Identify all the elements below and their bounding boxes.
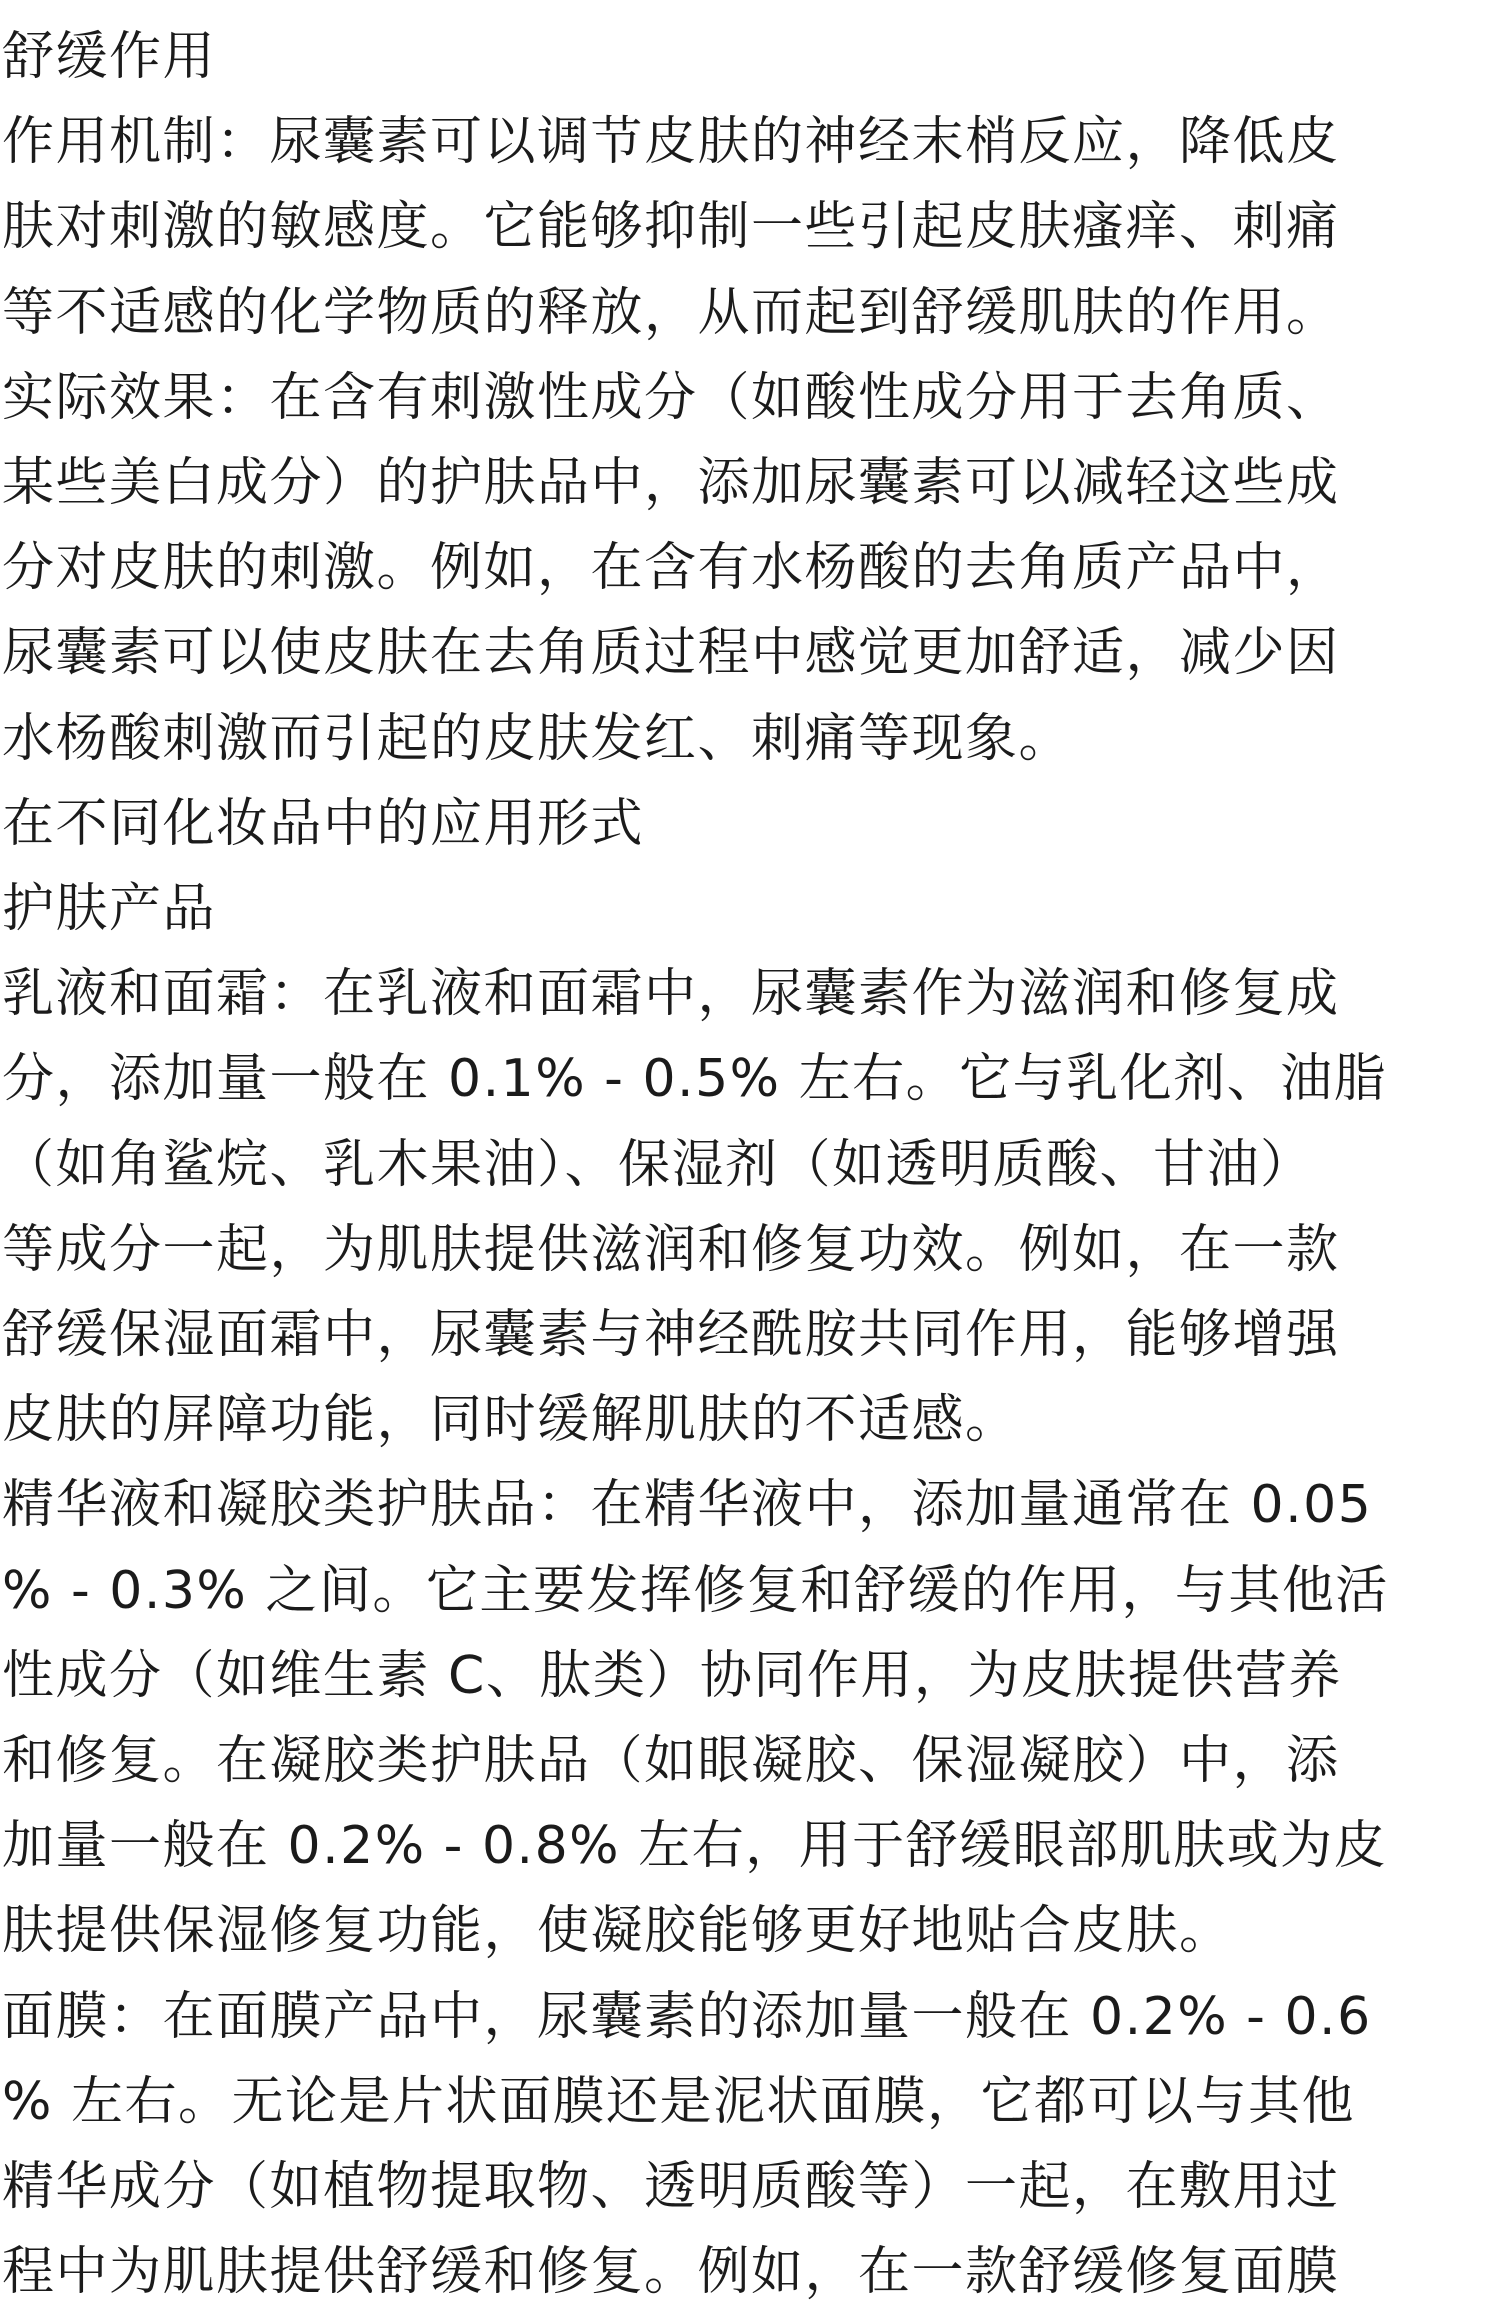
paragraph-line: 乳液和面霜：在乳液和面霜中，尿囊素作为滋润和修复成 (2, 964, 1340, 1024)
paragraph-line: 水杨酸刺激而引起的皮肤发红、刺痛等现象。 (2, 709, 1073, 769)
paragraph-line: 精华液和凝胶类护肤品：在精华液中，添加量通常在 0.05 (2, 1475, 1373, 1535)
paragraph-line: 作用机制：尿囊素可以调节皮肤的神经末梢反应，降低皮 (2, 112, 1340, 172)
paragraph-line: 某些美白成分）的护肤品中，添加尿囊素可以减轻这些成 (2, 453, 1340, 513)
paragraph-line: 舒缓保湿面霜中，尿囊素与神经酰胺共同作用，能够增强 (2, 1305, 1340, 1365)
paragraph-line: 性成分（如维生素 C、肽类）协同作用，为皮肤提供营养 (2, 1646, 1342, 1706)
paragraph-line: 肤提供保湿修复功能，使凝胶能够更好地贴合皮肤。 (2, 1901, 1233, 1961)
paragraph-line: 精华成分（如植物提取物、透明质酸等）一起，在敷用过 (2, 2157, 1340, 2217)
paragraph-line: 和修复。在凝胶类护肤品（如眼凝胶、保湿凝胶）中，添 (2, 1731, 1340, 1791)
paragraph-line: 等不适感的化学物质的释放，从而起到舒缓肌肤的作用。 (2, 283, 1340, 343)
paragraph-line: 等成分一起，为肌肤提供滋润和修复功效。例如，在一款 (2, 1220, 1340, 1280)
paragraph-line: 分，添加量一般在 0.1% - 0.5% 左右。它与乳化剂、油脂 (2, 1049, 1388, 1109)
paragraph-line: % 左右。无论是片状面膜还是泥状面膜，它都可以与其他 (2, 2072, 1355, 2132)
paragraph-line: 分对皮肤的刺激。例如，在含有水杨酸的去角质产品中， (2, 538, 1340, 598)
paragraph-line: % - 0.3% 之间。它主要发挥修复和舒缓的作用，与其他活 (2, 1561, 1389, 1621)
paragraph-line: （如角鲨烷、乳木果油）、保湿剂（如透明质酸、甘油） (2, 1135, 1314, 1195)
section-heading-application-forms: 在不同化妆品中的应用形式 (2, 794, 645, 854)
section-heading-soothing: 舒缓作用 (2, 27, 217, 87)
paragraph-line: 肤对刺激的敏感度。它能够抑制一些引起皮肤瘙痒、刺痛 (2, 197, 1340, 257)
paragraph-line: 加量一般在 0.2% - 0.8% 左右，用于舒缓眼部肌肤或为皮 (2, 1816, 1388, 1876)
paragraph-line-cut-off: 程中为肌肤提供舒缓和修复。例如，在一款舒缓修复面膜 (2, 2242, 1340, 2302)
paragraph-line: 实际效果：在含有刺激性成分（如酸性成分用于去角质、 (2, 368, 1340, 428)
paragraph-line: 尿囊素可以使皮肤在去角质过程中感觉更加舒适，减少因 (2, 623, 1340, 683)
paragraph-line: 皮肤的屏障功能，同时缓解肌肤的不适感。 (2, 1390, 1019, 1450)
section-heading-skincare: 护肤产品 (2, 879, 217, 939)
paragraph-line: 面膜：在面膜产品中，尿囊素的添加量一般在 0.2% - 0.6 (2, 1987, 1372, 2047)
